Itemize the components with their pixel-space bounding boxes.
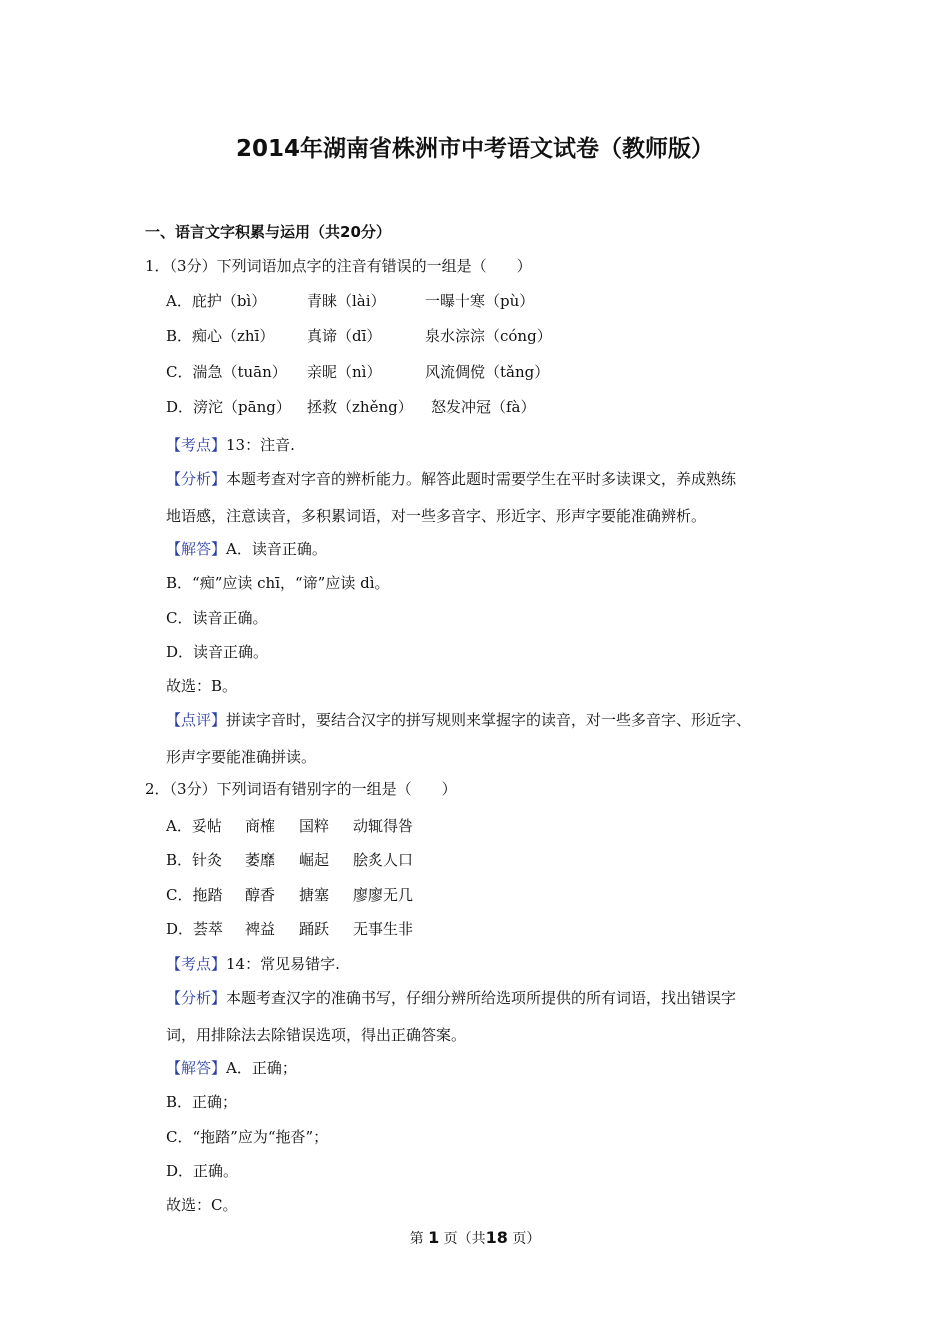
q2-kaodian: 【考点】14：常见易错字.: [166, 955, 340, 973]
q2-option-d-2: 裨益: [245, 920, 276, 938]
dianping-tag: 【点评】: [166, 711, 227, 729]
page-footer: 第 1 页（共18 页）: [409, 1228, 541, 1247]
q1-jieda-b: B．“痴”应读 chī，“谛”应读 dì。: [166, 574, 390, 592]
q1-dianping: 【点评】拼读字音时，要结合汉字的拼写规则来掌握字的读音，对一些多音字、形近字、: [166, 711, 752, 729]
q1-option-b-1: B．痴心（zhī）: [166, 327, 275, 345]
q2-option-c-4: 廖廖无几: [353, 886, 414, 904]
q2-jieda-b: B．正确；: [166, 1093, 238, 1111]
q1-fenxi: 【分析】本题考查对字音的辨析能力。解答此题时需要学生在平时多读课文，养成熟练: [166, 470, 737, 488]
q2-option-d-4: 无事生非: [353, 920, 414, 938]
q1-answer: 故选：B。: [166, 677, 238, 695]
q1-option-b-3: 泉水淙淙（cóng）: [425, 327, 552, 345]
q1-option-d-3: 怒发冲冠（fà）: [431, 398, 536, 416]
q2-option-a-2: 商榷: [245, 817, 276, 835]
q2-jieda-d: D．正确。: [166, 1162, 239, 1180]
q2-option-a-3: 国粹: [299, 817, 330, 835]
q1-option-b-2: 真谛（dī）: [307, 327, 382, 345]
q2-option-b-2: 萎靡: [245, 851, 276, 869]
q1-jieda-c: C．读音正确。: [166, 609, 268, 627]
q2-option-c-1: C．拖踏: [166, 886, 223, 904]
page-number: 1: [428, 1228, 440, 1247]
jieda-tag: 【解答】: [166, 540, 227, 558]
q2-option-c-2: 醇香: [245, 886, 276, 904]
q1-stem: 1．（3分）下列词语加点字的注音有错误的一组是（ ）: [145, 257, 532, 275]
fenxi-tag: 【分析】: [166, 989, 227, 1007]
q1-option-d-2: 拯救（zhěng）: [307, 398, 413, 416]
q1-option-c-1: C．湍急（tuān）: [166, 363, 287, 381]
q2-option-b-1: B．针灸: [166, 851, 223, 869]
q1-option-a-2: 青睐（lài）: [307, 292, 386, 310]
q2-option-d-1: D．荟萃: [166, 920, 224, 938]
q2-jieda: 【解答】A．正确；: [166, 1059, 297, 1077]
page-title: 2014年湖南省株洲市中考语文试卷（教师版）: [235, 136, 714, 162]
q1-option-a-1: A．庇护（bì）: [166, 292, 267, 310]
q1-option-a-3: 一曝十寒（pù）: [425, 292, 535, 310]
q2-option-b-4: 脍炙人口: [353, 851, 414, 869]
q2-jieda-c: C．“拖踏”应为“拖沓”；: [166, 1128, 329, 1146]
jieda-tag: 【解答】: [166, 1059, 227, 1077]
kaodian-tag: 【考点】: [166, 955, 227, 973]
q1-jieda: 【解答】A．读音正确。: [166, 540, 327, 558]
q1-option-c-3: 风流倜傥（tǎng）: [425, 363, 550, 381]
q2-fenxi: 【分析】本题考查汉字的准确书写，仔细分辨所给选项所提供的所有词语，找出错误字: [166, 989, 737, 1007]
q1-fenxi-cont: 地语感，注意读音，多积累词语，对一些多音字、形近字、形声字要能准确辨析。: [166, 507, 707, 525]
q2-fenxi-cont: 词，用排除法去除错误选项，得出正确答案。: [166, 1026, 467, 1044]
q2-option-b-3: 崛起: [299, 851, 330, 869]
section-heading: 一、语言文字积累与运用（共20分）: [145, 223, 391, 241]
q2-option-a-4: 动辄得咎: [353, 817, 414, 835]
q1-option-c-2: 亲昵（nì）: [307, 363, 382, 381]
fenxi-tag: 【分析】: [166, 470, 227, 488]
q2-stem: 2．（3分）下列词语有错别字的一组是（ ）: [145, 780, 457, 798]
q1-kaodian: 【考点】13：注音.: [166, 436, 295, 454]
kaodian-tag: 【考点】: [166, 436, 227, 454]
q1-jieda-d: D．读音正确。: [166, 643, 269, 661]
q2-option-a-1: A．妥帖: [166, 817, 222, 835]
q2-option-c-3: 搪塞: [299, 886, 330, 904]
q1-dianping-cont: 形声字要能准确拼读。: [166, 748, 317, 766]
page-total: 18: [485, 1228, 508, 1247]
q2-answer: 故选：C。: [166, 1196, 238, 1214]
q1-option-d-1: D．滂沱（pāng）: [166, 398, 291, 416]
q2-option-d-3: 踊跃: [299, 920, 330, 938]
